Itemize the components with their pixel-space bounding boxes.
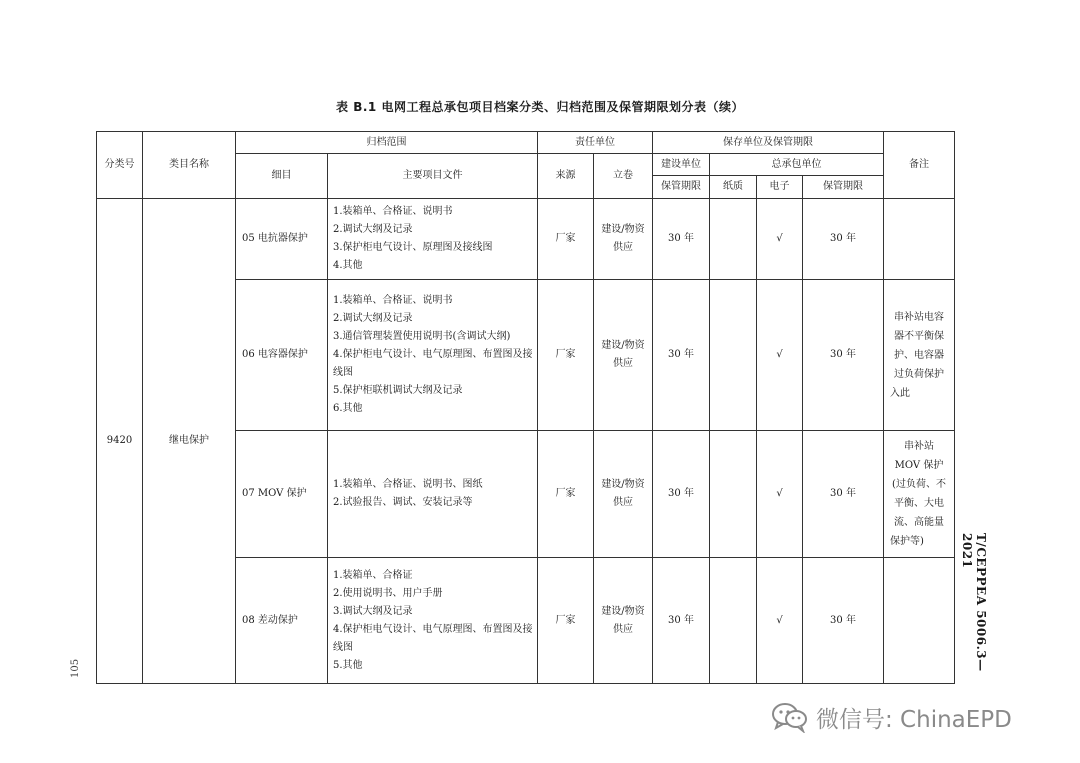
doc-line: 6.其他 (333, 403, 363, 414)
remark-cell (884, 199, 955, 280)
header-remarks: 备注 (884, 132, 955, 199)
remark-cell: 串补站 MOV 保护(过负荷、不平衡、大电流、高能量保护等) (884, 431, 955, 558)
builder-period-cell: 30 年 (653, 199, 710, 280)
filing-cell: 建设/物资供应 (594, 431, 653, 558)
wechat-icon (770, 701, 810, 733)
doc-line: 4.保护柜电气设计、电气原理图、布置图及接线图 (333, 623, 533, 653)
docs-cell (328, 558, 538, 684)
category-cell: 继电保护 (143, 199, 236, 684)
header-responsible: 责任单位 (538, 132, 653, 154)
watermark (770, 697, 1012, 737)
builder-period-cell: 30 年 (653, 431, 710, 558)
filing-cell: 建设/物资供应 (594, 558, 653, 684)
header-contractor: 总承包单位 (710, 154, 884, 176)
doc-line: 3.通信管理装置使用说明书(含调试大纲) (333, 331, 511, 342)
doc-line: 1.装箱单、合格证、说明书 (333, 295, 453, 306)
source-cell: 厂家 (538, 199, 594, 280)
paper-cell (710, 199, 757, 280)
filing-cell: 建设/物资供应 (594, 199, 653, 280)
watermark-text: 微信号: ChinaEPD (816, 706, 1012, 733)
electronic-cell: √ (757, 199, 803, 280)
code-cell: 9420 (97, 199, 143, 684)
paper-cell (710, 280, 757, 431)
header-item: 细目 (236, 154, 328, 199)
page-number: 105 (70, 658, 81, 678)
electronic-cell: √ (757, 558, 803, 684)
header-code: 分类号 (97, 132, 143, 199)
header-retention: 保存单位及保管期限 (653, 132, 884, 154)
header-builder: 建设单位 (653, 154, 710, 176)
header-builder-period: 保管期限 (653, 176, 710, 199)
archive-table (96, 131, 955, 684)
doc-line: 4.保护柜电气设计、电气原理图、布置图及接线图 (333, 349, 533, 378)
source-cell: 厂家 (538, 558, 594, 684)
contractor-period-cell: 30 年 (803, 558, 884, 684)
doc-line: 4.其他 (333, 260, 363, 271)
remark-cell (884, 558, 955, 684)
item-cell: 05 电抗器保护 (236, 199, 328, 280)
header-archive-scope: 归档范围 (236, 132, 538, 154)
table-row (97, 199, 955, 280)
builder-period-cell: 30 年 (653, 280, 710, 431)
standard-code: T/CEPPEA 5006.3—2021 (960, 533, 988, 672)
item-cell: 07 MOV 保护 (236, 431, 328, 558)
header-contractor-period: 保管期限 (803, 176, 884, 199)
contractor-period-cell: 30 年 (803, 280, 884, 431)
docs-cell (328, 280, 538, 431)
header-category: 类目名称 (143, 132, 236, 199)
doc-line: 2.调试大纲及记录 (333, 224, 413, 235)
header-paper: 纸质 (710, 176, 757, 199)
paper-cell (710, 431, 757, 558)
table-title: 表 B.1 电网工程总承包项目档案分类、归档范围及保管期限划分表（续） (336, 100, 744, 114)
source-cell: 厂家 (538, 431, 594, 558)
docs-cell (328, 199, 538, 280)
doc-line: 2.试验报告、调试、安装记录等 (333, 497, 473, 508)
filing-cell: 建设/物资供应 (594, 280, 653, 431)
builder-period-cell: 30 年 (653, 558, 710, 684)
doc-line: 1.装箱单、合格证 (333, 569, 413, 581)
electronic-cell: √ (757, 431, 803, 558)
doc-line: 2.调试大纲及记录 (333, 313, 413, 324)
doc-line: 1.装箱单、合格证、说明书、图纸 (333, 479, 483, 490)
header-source: 来源 (538, 154, 594, 199)
electronic-cell: √ (757, 280, 803, 431)
item-cell: 06 电容器保护 (236, 280, 328, 431)
header-main-docs: 主要项目文件 (328, 154, 538, 199)
item-cell: 08 差动保护 (236, 558, 328, 684)
header-filing: 立卷 (594, 154, 653, 199)
doc-line: 2.使用说明书、用户手册 (333, 587, 443, 599)
doc-line: 3.保护柜电气设计、原理图及接线图 (333, 242, 493, 253)
remark-cell: 串补站电容器不平衡保护、电容器过负荷保护入此 (884, 280, 955, 431)
doc-line: 5.保护柜联机调试大纲及记录 (333, 385, 463, 396)
doc-line: 1.装箱单、合格证、说明书 (333, 206, 453, 217)
source-cell: 厂家 (538, 280, 594, 431)
contractor-period-cell: 30 年 (803, 199, 884, 280)
docs-cell (328, 431, 538, 558)
contractor-period-cell: 30 年 (803, 431, 884, 558)
doc-line: 5.其他 (333, 659, 363, 671)
paper-cell (710, 558, 757, 684)
header-electronic: 电子 (757, 176, 803, 199)
doc-line: 3.调试大纲及记录 (333, 605, 413, 617)
